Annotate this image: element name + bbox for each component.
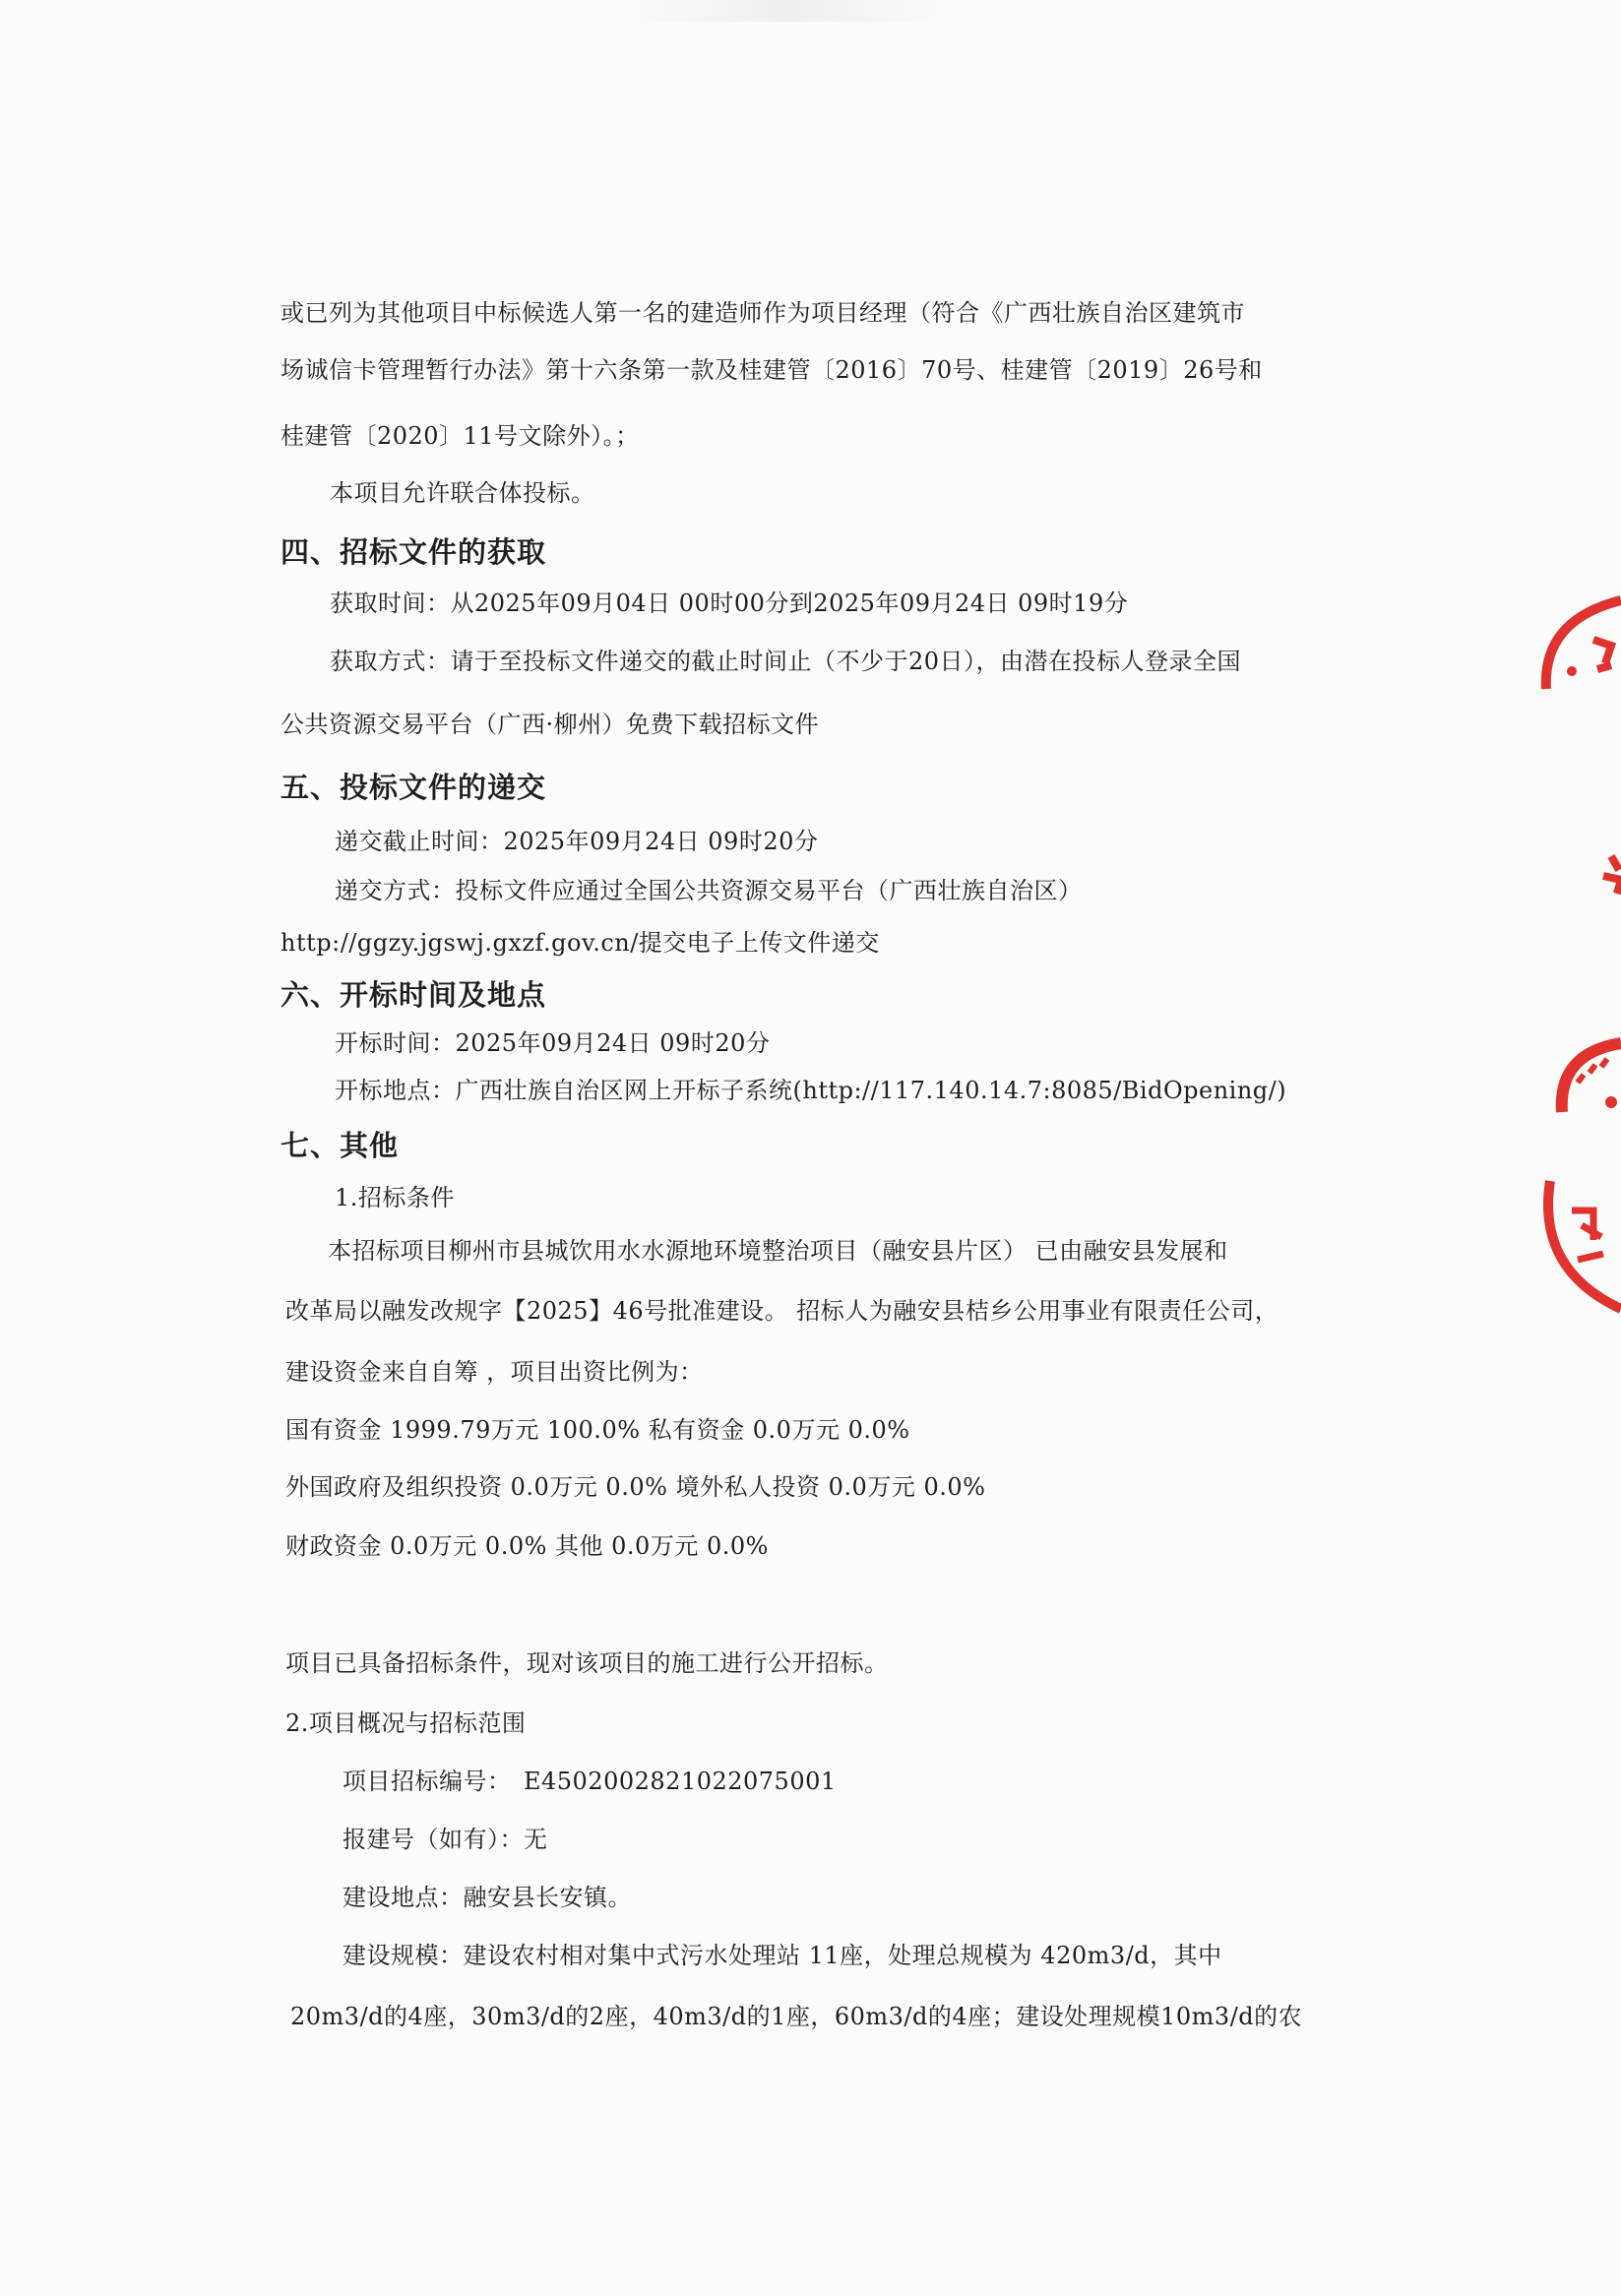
text-line: 场诚信卡管理暂行办法》第十六条第一款及桂建管〔2016〕70号、桂建管〔2019〕26号和 [281, 356, 1263, 384]
text-line: 获取方式：请于至投标文件递交的截止时间止（不少于20日），由潜在投标人登录全国 [330, 648, 1242, 675]
text-line: 外国政府及组织投资 0.0万元 0.0% 境外私人投资 0.0万元 0.0% [285, 1473, 986, 1501]
text-line: 报建号（如有）：无 [343, 1826, 548, 1853]
scan-artifact [630, 0, 945, 22]
text-line: 项目招标编号： E4502002821022075001 [343, 1768, 837, 1795]
text-line: 项目已具备招标条件，现对该项目的施工进行公开招标。 [285, 1649, 889, 1677]
text-line: 开标时间：2025年09月24日 09时20分 [335, 1029, 771, 1057]
text-line: 改革局以融发改规字【2025】46号批准建设。 招标人为融安县桔乡公用事业有限责任公司， [285, 1297, 1279, 1325]
text-line: 递交方式：投标文件应通过全国公共资源交易平台（广西壮族自治区） [335, 877, 1083, 904]
text-line: 1.招标条件 [335, 1184, 455, 1211]
text-line: 财政资金 0.0万元 0.0% 其他 0.0万元 0.0% [285, 1532, 769, 1560]
text-line: http://ggzy.jgswj.gxzf.gov.cn/提交电子上传文件递交 [281, 929, 880, 957]
seal-fragment-1 [1546, 600, 1621, 689]
official-seal-fragments [1532, 581, 1621, 1348]
section-heading: 七、其他 [281, 1129, 400, 1162]
text-line: 国有资金 1999.79万元 100.0% 私有资金 0.0万元 0.0% [285, 1416, 910, 1444]
seal-fragment-3 [1562, 1043, 1621, 1112]
section-heading: 五、投标文件的递交 [281, 771, 547, 804]
text-line: 20m3/d的4座，30m3/d的2座，40m3/d的1座，60m3/d的4座；建设处理规模10m3/d的农 [290, 2003, 1303, 2030]
seal-fragment-4 [1548, 1181, 1621, 1309]
text-line: 或已列为其他项目中标候选人第一名的建造师作为项目经理（符合《广西壮族自治区建筑市 [281, 299, 1245, 327]
text-line: 开标地点：广西壮族自治区网上开标子系统(http://117.140.14.7:8085/BidOpening/) [335, 1077, 1287, 1104]
seal-fragment-2 [1603, 856, 1621, 894]
text-line: 建设规模：建设农村相对集中式污水处理站 11座，处理总规模为 420m3/d，其中 [343, 1942, 1222, 1969]
text-line: 获取时间：从2025年09月04日 00时00分到2025年09月24日 09时19分 [330, 590, 1129, 617]
text-line: 建设地点：融安县长安镇。 [343, 1884, 632, 1911]
text-line: 递交截止时间：2025年09月24日 09时20分 [335, 828, 819, 855]
text-line: 建设资金来自自筹 ，项目出资比例为： [285, 1358, 704, 1386]
text-line: 桂建管〔2020〕11号文除外）。； [281, 422, 640, 450]
text-line: 本招标项目柳州市县城饮用水水源地环境整治项目（融安县片区） 已由融安县发展和 [328, 1237, 1228, 1265]
text-line: 本项目允许联合体投标。 [330, 479, 595, 507]
text-line: 2.项目概况与招标范围 [285, 1709, 527, 1737]
text-line: 公共资源交易平台（广西·柳州）免费下载招标文件 [281, 711, 820, 738]
section-heading: 六、开标时间及地点 [281, 978, 547, 1012]
section-heading: 四、招标文件的获取 [281, 535, 547, 569]
